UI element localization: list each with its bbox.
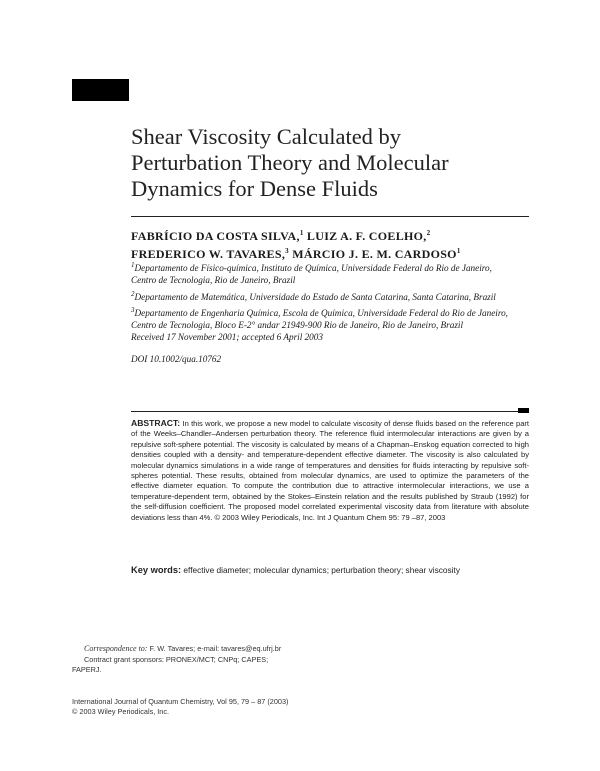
- abstract-rule: [131, 411, 518, 412]
- correspondence-label: Correspondence to:: [84, 644, 148, 653]
- journal-citation: International Journal of Quantum Chemistry, Vol 95, 79 – 87 (2003): [72, 697, 289, 706]
- abstract-label: ABSTRACT:: [131, 418, 181, 428]
- author-name: LUIZ A. F. COELHO,: [303, 229, 427, 243]
- article-title: [131, 124, 551, 202]
- copyright: © 2003 Wiley Periodicals, Inc.: [72, 707, 170, 716]
- header-black-bar: [72, 79, 129, 101]
- correspondence-text: F. W. Tavares; e-mail: tavares@eq.ufrj.br: [147, 644, 282, 653]
- affiliation-text: Departamento de Físico-química, Instituto de Química, Universidade Federal do Rio de Janeiro,: [134, 263, 492, 274]
- received-dates: Received 17 November 2001; accepted 6 April 2003: [131, 332, 323, 342]
- title-line-2: Perturbation Theory and Molecular: [131, 150, 449, 175]
- affiliation-3: [131, 304, 541, 332]
- abstract: [131, 418, 529, 523]
- abstract-text: In this work, we propose a new model to calculate viscosity of dense fluids based on the reference part of the Weeks–Chandler–Andersen perturbation theory. The reference fluid intermolecular interactions are given by a repulsive soft-sphere potential. The viscosity is calculated by means of a Chapman–Enskog equation corrected to high densities coupled with a density- and temperature-dependent effective diameter. The viscosity is also calculated by molecular dynamics simulations in a wide range of temperatures and densities for fluids interacting by repulsive soft-spheres potential. These results, obtained from molecular dynamics, are used to optimize the parameters of the effective diameter equation. To compute the contribution due to attractive intermolecular interactions, we use a temperature-dependent term, obtained by the Stokes–Einstein relation and the results published by Straub (1992) for the self-diffusion coefficient. The proposed model correlated experimental viscosity data from literature with absolute deviations less than 4%.: [131, 419, 529, 522]
- author-affiliation-marker: 3: [285, 247, 289, 255]
- author-name: FABRÍCIO DA COSTA SILVA,: [131, 229, 300, 243]
- doi: DOI 10.1002/qua.10762: [131, 354, 222, 364]
- affiliation-1: [131, 259, 541, 287]
- affiliation-number: 3: [131, 306, 135, 315]
- author-name: FREDERICO W. TAVARES,: [131, 247, 286, 261]
- grant-note-line-2: FAPERJ.: [72, 665, 102, 674]
- keywords: [131, 565, 491, 576]
- affiliation-text-cont: Centro de Tecnologia, Rio de Janeiro, Brazil: [131, 275, 296, 286]
- keywords-label: Key words:: [131, 565, 182, 575]
- author-affiliation-marker: 2: [426, 229, 431, 237]
- affiliations: [131, 259, 541, 332]
- footnotes: [72, 644, 532, 676]
- journal-footer: [72, 697, 288, 717]
- correspondence-note: [72, 644, 532, 655]
- affiliation-text: Departamento de Engenharia Química, Escola de Química, Universidade Federal do Rio de Janeiro,: [134, 308, 508, 319]
- affiliation-number: 2: [131, 289, 135, 298]
- grant-note-line-1: Contract grant sponsors: PRONEX/MCT; CNPq; CAPES;: [84, 654, 269, 664]
- abstract-citation: © 2003 Wiley Periodicals, Inc. Int J Quantum Chem 95: 79 –87, 2003: [214, 512, 446, 522]
- author-affiliation-marker: 1: [299, 229, 304, 237]
- author-name: MÁRCIO J. E. M. CARDOSO: [288, 247, 457, 261]
- keywords-text: effective diameter; molecular dynamics; perturbation theory; shear viscosity: [181, 565, 460, 575]
- author-list: [131, 226, 461, 262]
- affiliation-number: 1: [131, 261, 135, 269]
- author-affiliation-marker: 1: [456, 247, 461, 255]
- affiliation-text: Departamento de Matemática, Universidade do Estado de Santa Catarina, Santa Catarina, Brazil: [134, 291, 496, 302]
- title-rule: [131, 216, 529, 217]
- affiliation-text-cont: Centro de Tecnologia, Bloco E-2° andar 21949-900 Rio de Janeiro, Rio de Janeiro, Brazil: [131, 320, 463, 331]
- title-line-1: Shear Viscosity Calculated by: [131, 124, 402, 149]
- title-line-3: Dynamics for Dense Fluids: [131, 176, 378, 201]
- abstract-rule-marker: [518, 408, 529, 413]
- author-line-1: [131, 226, 461, 244]
- affiliation-2: [131, 288, 541, 303]
